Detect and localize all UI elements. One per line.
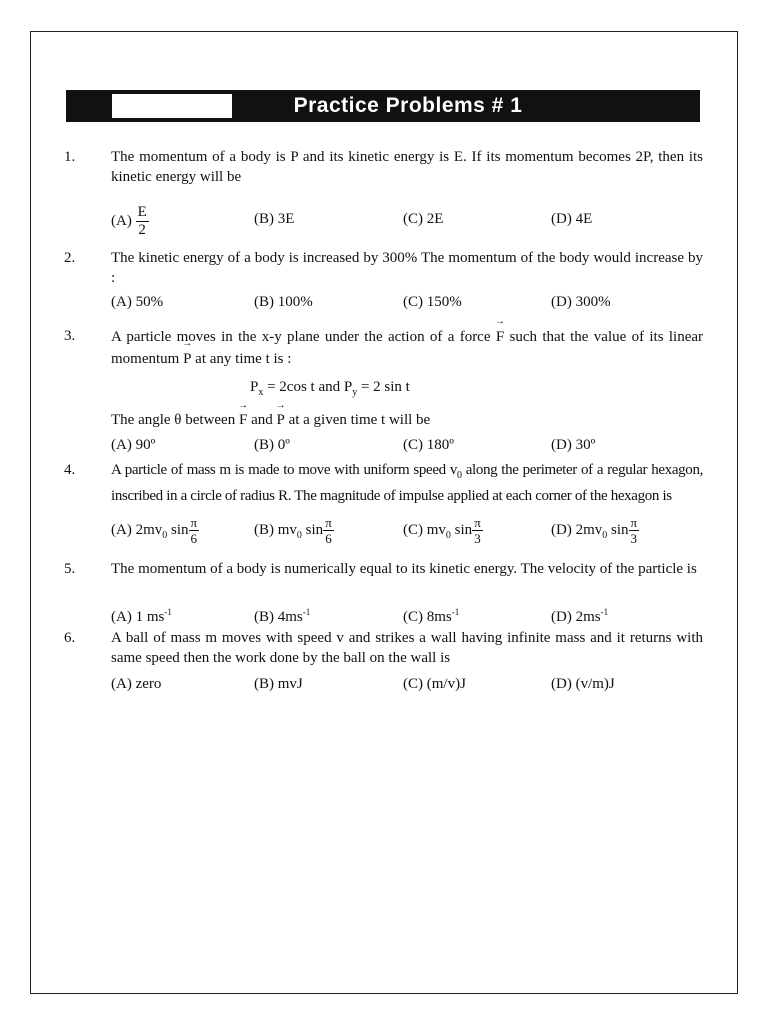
option-b: (B) 100% (254, 294, 313, 310)
option-label: (A) (111, 212, 132, 229)
option-b (254, 602, 310, 627)
question-number: 5. (64, 561, 76, 577)
option-label: (C) mv (403, 521, 446, 538)
option-label: (A) 2mv (111, 521, 163, 538)
question-text: A ball of mass m moves with speed v and strikes a wall having infinite mass and it returns with same speed then the work done by the ball on the wall is (111, 630, 703, 666)
subscript: 0 (445, 529, 451, 541)
option-b: (B) 3E (254, 211, 295, 227)
text-part: along the perimeter of a regular hexagon, inscribed in a circle of radius R. The magnitude of impulse applied at each corner of the hexagon is (111, 462, 703, 504)
eq-part: = 2 sin t (357, 379, 410, 395)
question-number: 4. (64, 462, 76, 478)
option-a: (A) zero (111, 676, 162, 692)
exponent: -1 (164, 607, 172, 617)
question-text: The momentum of a body is numerically equal to its kinetic energy. The velocity of the particle is (111, 561, 697, 577)
option-d: (D) (v/m)J (551, 676, 615, 692)
option-b (254, 516, 334, 546)
sin-text: sin (167, 521, 189, 538)
numerator: π (325, 515, 332, 530)
text-part: A particle of mass m is made to move with uniform speed v (111, 462, 457, 478)
subscript: 0 (296, 529, 302, 541)
momentum-vector: → P (276, 410, 284, 430)
force-vector: → F (239, 410, 247, 430)
force-vector: → F (496, 326, 504, 348)
option-c (403, 516, 483, 546)
option-c (403, 602, 459, 627)
question-number: 3. (64, 328, 76, 344)
title-banner (66, 90, 700, 122)
option-a: (A) 90º (111, 437, 156, 453)
numerator: π (190, 515, 198, 530)
subscript: 0 (457, 470, 462, 481)
sin-text: sin (450, 521, 473, 538)
question-number: 1. (64, 149, 76, 165)
exponent: -1 (302, 607, 311, 617)
denominator: 3 (630, 531, 638, 546)
eq-subscript: y (352, 387, 358, 398)
eq-part: P (250, 379, 259, 395)
option-c: (C) 180º (403, 437, 454, 453)
fraction (323, 516, 334, 545)
question-number: 2. (64, 250, 76, 266)
text-part: at a given time t will be (288, 412, 431, 428)
option-label: (D) 2mv (551, 521, 603, 538)
sin-text: sin (301, 521, 324, 538)
exponent: -1 (600, 607, 609, 617)
eq-subscript: x (258, 387, 264, 398)
numerator: π (474, 515, 481, 530)
question-text (111, 326, 703, 370)
numerator: E (137, 204, 147, 220)
option-c: (C) (m/v)J (403, 676, 466, 692)
numerator: π (630, 515, 638, 530)
option-c: (C) 2E (403, 211, 444, 227)
question-number: 6. (64, 630, 76, 646)
fraction (629, 516, 640, 545)
denominator: 6 (325, 531, 332, 546)
text-part: The angle θ between (111, 412, 236, 428)
option-b: (B) 0º (254, 437, 290, 453)
fraction (472, 516, 483, 545)
text-part: A particle moves in the x-y plane under the action of a force (111, 329, 491, 345)
option-d (551, 602, 608, 627)
text-part: and (251, 412, 273, 428)
denominator: 3 (474, 531, 481, 546)
eq-part: = 2cos t and P (263, 379, 353, 395)
question-text: The kinetic energy of a body is increased by 300% The momentum of the body would increase by : (111, 250, 703, 286)
option-a (111, 205, 149, 238)
exponent: -1 (451, 607, 460, 617)
fraction (136, 205, 149, 238)
option-d (551, 516, 639, 546)
question-text: The momentum of a body is P and its kinetic energy is E. If its momentum becomes 2P, then its kinetic energy will be (111, 149, 703, 185)
option-c: (C) 150% (403, 294, 462, 310)
text-part: at any time t is : (195, 351, 292, 367)
momentum-vector: → P (183, 348, 191, 370)
option-d: (D) 300% (551, 294, 611, 310)
option-a (111, 602, 172, 627)
option-label: (B) mv (254, 521, 297, 538)
option-b: (B) mvJ (254, 676, 303, 692)
option-a: (A) 50% (111, 294, 164, 310)
question-text (111, 460, 703, 506)
angle-statement (111, 410, 430, 430)
option-d: (D) 30º (551, 437, 596, 453)
option-label: (C) 8ms (403, 609, 452, 625)
option-label: (B) 4ms (254, 609, 303, 625)
option-label: (D) 2ms (551, 609, 601, 625)
subscript: 0 (162, 529, 168, 541)
fraction (189, 516, 200, 545)
equation (250, 377, 410, 403)
denominator: 2 (138, 222, 146, 238)
text-part: such that the value of its linear momentum (111, 329, 704, 367)
option-label: (A) 1 ms (111, 609, 165, 625)
page-title: Practice Problems # 1 (293, 94, 523, 117)
option-d: (D) 4E (551, 211, 593, 227)
sin-text: sin (607, 521, 629, 538)
denominator: 6 (190, 531, 198, 546)
subscript: 0 (602, 529, 608, 541)
option-a (111, 516, 199, 546)
